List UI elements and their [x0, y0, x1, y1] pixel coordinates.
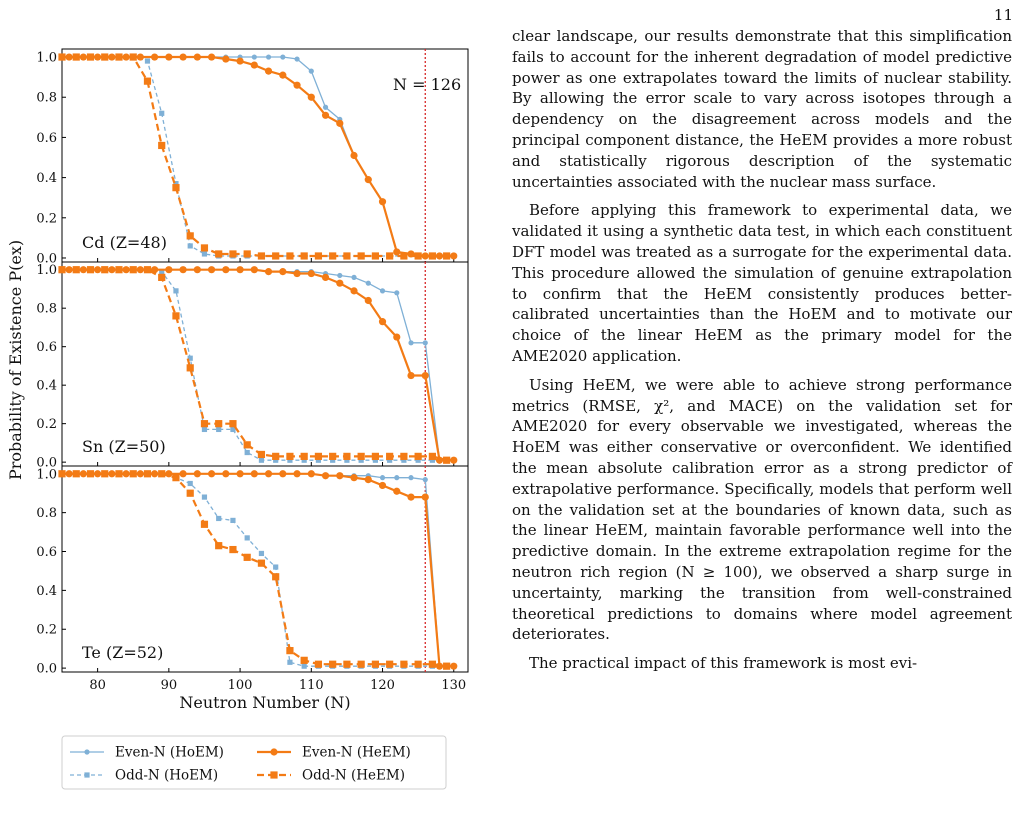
- point-heem-odd: [229, 546, 236, 553]
- point-heem-odd: [244, 250, 251, 257]
- y-tick-label: 0.0: [36, 455, 57, 471]
- point-heem-odd: [301, 657, 308, 664]
- y-axis-title: Probability of Existence P(ex): [6, 239, 25, 481]
- legend: [62, 736, 446, 789]
- panel-3: [36, 466, 468, 693]
- point-hoem-even: [351, 275, 356, 280]
- point-hoem-odd: [230, 518, 235, 523]
- point-heem-even: [265, 68, 272, 75]
- point-heem-even: [222, 266, 229, 273]
- point-heem-odd: [58, 266, 65, 273]
- point-hoem-even: [394, 290, 399, 295]
- point-heem-odd: [73, 266, 80, 273]
- point-heem-odd: [443, 663, 450, 670]
- point-hoem-odd: [259, 551, 264, 556]
- point-heem-odd: [343, 661, 350, 668]
- point-hoem-even: [408, 475, 413, 480]
- point-heem-even: [165, 470, 172, 477]
- point-heem-even: [194, 53, 201, 60]
- x-tick-label: 100: [227, 678, 253, 693]
- point-hoem-odd: [259, 458, 264, 463]
- point-heem-even: [308, 94, 315, 101]
- point-hoem-odd: [245, 450, 250, 455]
- y-tick-label: 0.6: [36, 545, 57, 561]
- point-heem-even: [293, 470, 300, 477]
- point-hoem-odd: [202, 494, 207, 499]
- point-heem-even: [308, 270, 315, 277]
- point-heem-odd: [58, 470, 65, 477]
- point-heem-odd: [386, 252, 393, 259]
- x-tick-label: 90: [160, 678, 178, 693]
- point-heem-even: [322, 112, 329, 119]
- point-hoem-odd: [216, 516, 221, 521]
- point-heem-odd: [215, 420, 222, 427]
- point-hoem-even: [380, 475, 385, 480]
- point-heem-even: [322, 274, 329, 281]
- y-tick-label: 1.0: [36, 50, 57, 66]
- point-hoem-even: [366, 281, 371, 286]
- point-hoem-odd: [287, 660, 292, 665]
- point-heem-even: [393, 333, 400, 340]
- point-heem-odd: [415, 252, 422, 259]
- point-heem-even: [279, 72, 286, 79]
- point-heem-odd: [272, 252, 279, 259]
- point-heem-even: [236, 266, 243, 273]
- point-heem-odd: [372, 252, 379, 259]
- point-heem-even: [137, 53, 144, 60]
- point-heem-odd: [358, 453, 365, 460]
- point-heem-odd: [358, 661, 365, 668]
- series-line-heem-odd: [62, 474, 447, 666]
- point-hoem-odd: [302, 664, 307, 669]
- point-heem-odd: [343, 252, 350, 259]
- point-heem-odd: [87, 53, 94, 60]
- point-heem-odd: [115, 266, 122, 273]
- point-hoem-odd: [216, 427, 221, 432]
- panel-label: Cd (Z=48): [82, 233, 167, 252]
- point-hoem-even: [337, 273, 342, 278]
- x-tick-label: 120: [370, 678, 395, 693]
- point-heem-odd: [301, 453, 308, 460]
- point-heem-odd: [429, 453, 436, 460]
- point-heem-odd: [244, 554, 251, 561]
- point-heem-even: [365, 476, 372, 483]
- point-heem-odd: [244, 441, 251, 448]
- point-heem-odd: [144, 470, 151, 477]
- y-tick-label: 0.4: [36, 378, 57, 394]
- point-hoem-even: [280, 54, 285, 59]
- y-tick-label: 0.6: [36, 130, 57, 146]
- point-heem-odd: [372, 453, 379, 460]
- point-heem-odd: [130, 266, 137, 273]
- legend-label: Even-N (HoEM): [115, 744, 224, 761]
- point-heem-even: [336, 120, 343, 127]
- series-line-hoem-even: [69, 270, 454, 461]
- body-text: [512, 26, 1012, 682]
- point-heem-odd: [415, 661, 422, 668]
- point-heem-odd: [130, 470, 137, 477]
- point-heem-odd: [415, 453, 422, 460]
- point-heem-even: [379, 482, 386, 489]
- point-heem-even: [279, 268, 286, 275]
- x-axis-title: Neutron Number (N): [179, 693, 351, 712]
- point-heem-odd: [429, 661, 436, 668]
- point-heem-even: [208, 266, 215, 273]
- point-heem-even: [322, 472, 329, 479]
- point-heem-even: [379, 318, 386, 325]
- point-heem-even: [165, 266, 172, 273]
- point-heem-odd: [315, 252, 322, 259]
- point-hoem-even: [423, 477, 428, 482]
- point-heem-odd: [187, 364, 194, 371]
- y-tick-label: 0.8: [36, 506, 57, 522]
- point-heem-odd: [329, 661, 336, 668]
- point-heem-even: [179, 470, 186, 477]
- point-heem-odd: [73, 470, 80, 477]
- point-heem-odd: [87, 470, 94, 477]
- point-heem-even: [293, 270, 300, 277]
- panel-2: [36, 262, 468, 471]
- point-heem-odd: [286, 647, 293, 654]
- y-tick-label: 0.0: [36, 661, 57, 677]
- point-hoem-odd: [273, 564, 278, 569]
- point-heem-even: [236, 57, 243, 64]
- point-heem-odd: [272, 573, 279, 580]
- point-heem-odd: [73, 53, 80, 60]
- legend-marker: [84, 772, 89, 777]
- legend-marker: [270, 748, 277, 755]
- point-heem-even: [194, 266, 201, 273]
- point-hoem-even: [266, 54, 271, 59]
- point-heem-odd: [172, 474, 179, 481]
- point-heem-odd: [144, 78, 151, 85]
- point-hoem-odd: [145, 58, 150, 63]
- point-hoem-odd: [245, 535, 250, 540]
- point-heem-odd: [158, 274, 165, 281]
- point-heem-odd: [201, 521, 208, 528]
- point-heem-odd: [215, 250, 222, 257]
- point-heem-odd: [101, 470, 108, 477]
- point-heem-even: [308, 470, 315, 477]
- point-heem-even: [350, 474, 357, 481]
- panel-frame: [62, 466, 468, 672]
- point-heem-odd: [286, 453, 293, 460]
- point-heem-odd: [158, 142, 165, 149]
- series-line-heem-odd: [62, 270, 447, 461]
- point-heem-even: [393, 488, 400, 495]
- series-line-hoem-odd: [62, 474, 447, 666]
- y-tick-label: 0.2: [36, 417, 57, 433]
- y-tick-label: 0.4: [36, 171, 57, 187]
- reference-line-label: N = 126: [393, 75, 462, 94]
- point-heem-odd: [301, 252, 308, 259]
- point-heem-even: [379, 198, 386, 205]
- page-number: 11: [993, 6, 1013, 24]
- point-heem-even: [251, 470, 258, 477]
- point-heem-even: [208, 470, 215, 477]
- point-heem-even: [450, 663, 457, 670]
- point-heem-odd: [258, 560, 265, 567]
- point-hoem-odd: [202, 427, 207, 432]
- point-heem-odd: [101, 53, 108, 60]
- panel-label: Te (Z=52): [82, 643, 164, 662]
- y-tick-label: 0.8: [36, 90, 57, 106]
- point-heem-odd: [272, 453, 279, 460]
- point-heem-even: [350, 152, 357, 159]
- point-heem-even: [393, 248, 400, 255]
- point-heem-even: [251, 61, 258, 68]
- point-heem-odd: [187, 232, 194, 239]
- point-heem-odd: [258, 252, 265, 259]
- point-heem-even: [279, 470, 286, 477]
- series-line-heem-even: [69, 270, 454, 461]
- point-heem-odd: [343, 453, 350, 460]
- point-hoem-even: [294, 56, 299, 61]
- point-heem-odd: [358, 252, 365, 259]
- point-heem-even: [165, 53, 172, 60]
- panel-label: Sn (Z=50): [82, 437, 166, 456]
- series-line-hoem-odd: [62, 270, 447, 461]
- point-hoem-odd: [202, 251, 207, 256]
- point-heem-even: [450, 457, 457, 464]
- point-heem-odd: [400, 661, 407, 668]
- series-line-heem-even: [69, 474, 454, 666]
- point-heem-odd: [229, 420, 236, 427]
- point-heem-odd: [215, 542, 222, 549]
- point-heem-odd: [400, 453, 407, 460]
- paragraph-1: clear landscape, our results demonstrate that this simplification fails to account for the inherent degradation of model predictive power as one extrapolates toward the limits of nuclear stability. By allowing the error scale to vary across isotopes through a dependency on the disagreement across models and the principal component distance, the HeEM provides a more robust and statistically rigorous description of the systematic uncertainties associated with the nuclear mass surface.: [512, 27, 1012, 191]
- point-heem-even: [208, 53, 215, 60]
- point-heem-even: [336, 280, 343, 287]
- point-hoem-odd: [188, 481, 193, 486]
- point-heem-odd: [386, 661, 393, 668]
- y-tick-label: 1.0: [36, 263, 57, 279]
- legend-label: Even-N (HeEM): [302, 744, 411, 761]
- point-hoem-even: [323, 105, 328, 110]
- y-tick-label: 0.4: [36, 583, 57, 599]
- point-heem-even: [179, 53, 186, 60]
- figure: [0, 0, 490, 827]
- legend-marker: [270, 771, 277, 778]
- series-line-hoem-even: [69, 474, 454, 666]
- point-heem-odd: [201, 244, 208, 251]
- legend-label: Odd-N (HeEM): [302, 767, 405, 784]
- point-heem-even: [265, 268, 272, 275]
- point-hoem-even: [380, 288, 385, 293]
- point-heem-even: [336, 472, 343, 479]
- point-heem-odd: [372, 661, 379, 668]
- point-heem-even: [450, 252, 457, 259]
- point-heem-even: [365, 176, 372, 183]
- point-heem-odd: [87, 266, 94, 273]
- y-tick-label: 0.2: [36, 622, 57, 638]
- paragraph-3: Using HeEM, we were able to achieve strong performance metrics (RMSE, χ², and MACE) on the validation set for AME2020 for every observable we investigated, whereas the HoEM was either conservative or overconfident. We identified the mean absolute calibration error as a strong predictor of extrapolative performance. Specifically, models that perform well on the validation set at the boundaries of known data, such as the linear HeEM, maintain favorable performance well into the predictive domain. In the extreme extrapolation regime for the neutron rich region (N ≥ 100), we observed a sharp surge in uncertainty, marking the transition from well-constrained theoretical predictions to domains where model agreement deteriorates.: [512, 375, 1012, 644]
- y-tick-label: 0.6: [36, 340, 57, 356]
- point-heem-odd: [172, 184, 179, 191]
- point-heem-odd: [429, 252, 436, 259]
- y-tick-label: 0.0: [36, 251, 57, 267]
- point-heem-odd: [315, 661, 322, 668]
- point-heem-odd: [329, 252, 336, 259]
- y-tick-label: 0.2: [36, 211, 57, 227]
- legend-marker: [84, 749, 89, 754]
- point-heem-even: [407, 493, 414, 500]
- point-hoem-odd: [188, 243, 193, 248]
- point-heem-even: [222, 55, 229, 62]
- point-heem-even: [194, 470, 201, 477]
- point-heem-odd: [144, 266, 151, 273]
- point-heem-odd: [187, 490, 194, 497]
- point-hoem-even: [423, 340, 428, 345]
- point-heem-odd: [115, 53, 122, 60]
- x-tick-label: 80: [89, 678, 106, 693]
- point-heem-even: [422, 493, 429, 500]
- point-heem-even: [265, 470, 272, 477]
- point-heem-even: [179, 266, 186, 273]
- point-heem-even: [236, 470, 243, 477]
- point-heem-odd: [329, 453, 336, 460]
- point-hoem-even: [252, 54, 257, 59]
- point-heem-odd: [101, 266, 108, 273]
- point-heem-odd: [201, 420, 208, 427]
- point-heem-even: [422, 372, 429, 379]
- point-heem-odd: [258, 451, 265, 458]
- y-tick-label: 0.8: [36, 301, 57, 317]
- point-heem-odd: [443, 457, 450, 464]
- point-heem-odd: [115, 470, 122, 477]
- point-heem-odd: [158, 470, 165, 477]
- point-hoem-even: [394, 475, 399, 480]
- point-heem-odd: [58, 53, 65, 60]
- x-tick-label: 110: [298, 678, 324, 693]
- point-heem-even: [251, 266, 258, 273]
- point-hoem-odd: [159, 111, 164, 116]
- point-heem-odd: [386, 453, 393, 460]
- point-heem-odd: [315, 453, 322, 460]
- figure-svg: [0, 0, 490, 827]
- paragraph-2: Before applying this framework to experimental data, we validated it using a synthetic data test, in which each constituent DFT model was treated as a surrogate for the experimental data. This procedure allowed the simulation of genuine extrapolation to confirm that the HeEM consistently produces better-calibrated uncertainties than the HoEM and to motivate our choice of the linear HeEM as the primary model for the AME2020 application.: [512, 201, 1012, 365]
- point-hoem-even: [309, 69, 314, 74]
- point-heem-even: [222, 470, 229, 477]
- legend-label: Odd-N (HoEM): [115, 767, 219, 784]
- point-hoem-even: [408, 340, 413, 345]
- point-hoem-odd: [173, 288, 178, 293]
- point-heem-odd: [130, 53, 137, 60]
- point-heem-odd: [172, 312, 179, 319]
- point-heem-even: [365, 297, 372, 304]
- paragraph-4: The practical impact of this framework is most evi-: [529, 654, 918, 673]
- y-tick-label: 1.0: [36, 467, 57, 483]
- x-tick-label: 130: [441, 678, 467, 693]
- point-heem-even: [350, 287, 357, 294]
- point-heem-even: [151, 53, 158, 60]
- point-heem-odd: [400, 252, 407, 259]
- point-heem-odd: [443, 252, 450, 259]
- point-heem-odd: [229, 250, 236, 257]
- point-heem-even: [293, 82, 300, 89]
- point-heem-even: [407, 372, 414, 379]
- point-heem-odd: [286, 252, 293, 259]
